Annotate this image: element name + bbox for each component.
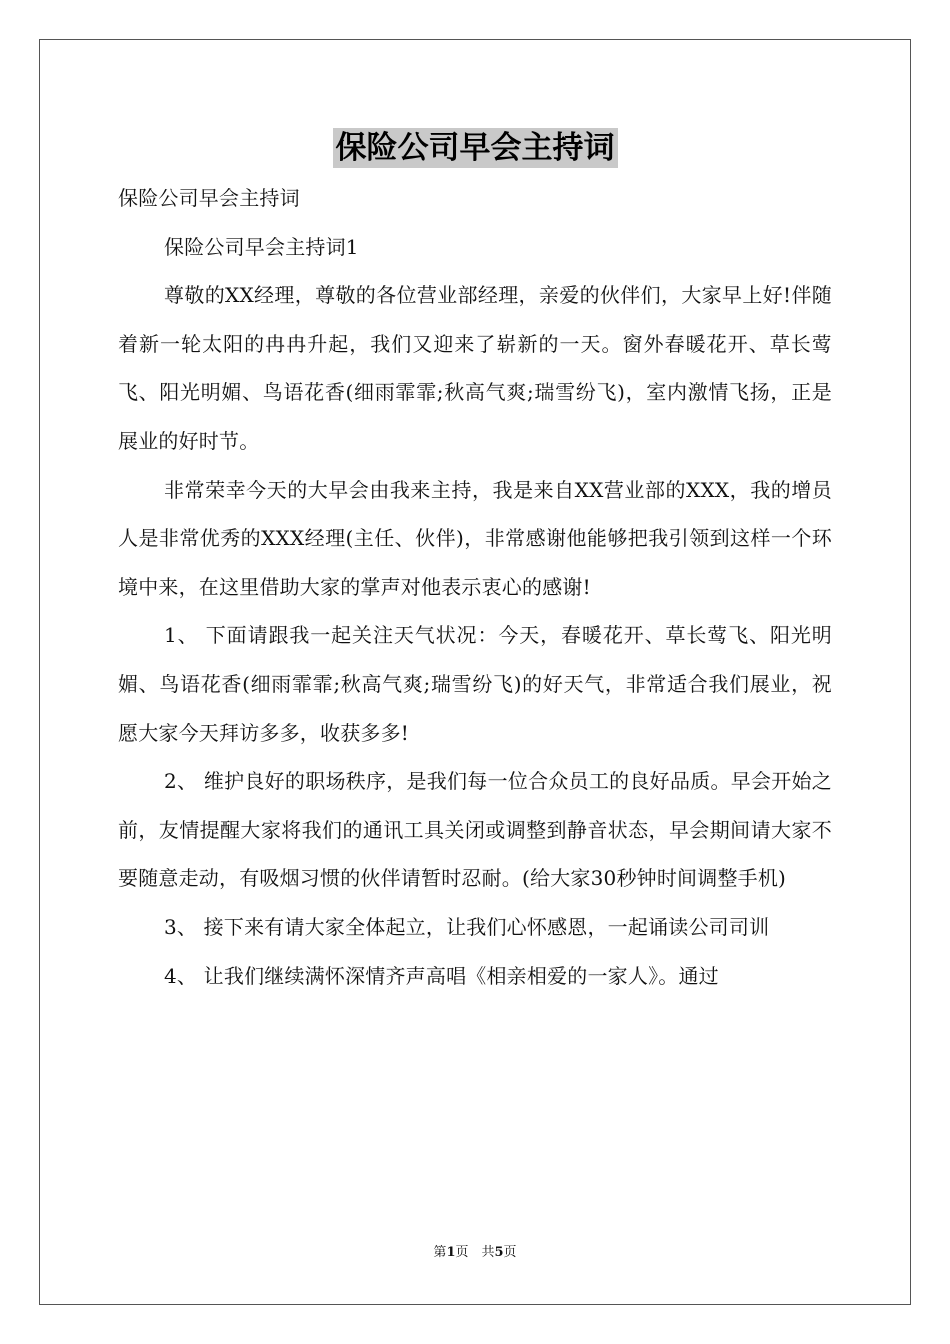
list-item-paragraph: 1、 下面请跟我一起关注天气状况：今天，春暖花开、草长莺飞、阳光明媚、鸟语花香(细雨霏霏;秋高气爽;瑞雪纷飞)的好天气，非常适合我们展业，祝愿大家今天拜访多多，收获多多! [118,623,832,745]
list-item-paragraph: 2、 维护良好的职场秩序，是我们每一位合众员工的良好品质。早会开始之前，友情提醒大家将我们的通讯工具关闭或调整到静音状态，早会期间请大家不要随意走动，有吸烟习惯的伙伴请暂时忍耐。(给大家30秒钟时间调整手机) [118,769,832,891]
subtitle-paragraph: 保险公司早会主持词 [118,186,300,210]
document-title: 保险公司早会主持词 [333,128,618,168]
body-paragraph: 非常荣幸今天的大早会由我来主持，我是来自XX营业部的XXX，我的增员人是非常优秀的XXX经理(主任、伙伴)，非常感谢他能够把我引领到这样一个环境中来，在这里借助大家的掌声对他表示衷心的感谢! [118,477,832,599]
current-page-number: 1 [446,1245,456,1260]
document-body [118,174,832,1000]
footer-suffix: 页 [503,1245,517,1260]
footer-prefix: 第 [433,1245,447,1260]
body-paragraph: 尊敬的XX经理，尊敬的各位营业部经理，亲爱的伙伴们，大家早上好!伴随着新一轮太阳的冉冉升起，我们又迎来了崭新的一天。窗外春暖花开、草长莺飞、阳光明媚、鸟语花香(细雨霏霏;秋高气爽;瑞雪纷飞)，室内激情飞扬，正是展业的好时节。 [118,283,832,453]
title-container [0,128,950,168]
total-page-number: 5 [494,1245,504,1260]
page-footer [0,1244,950,1262]
list-item-paragraph: 4、 让我们继续满怀深情齐声高唱《相亲相爱的一家人》。通过 [164,963,719,988]
section-heading: 保险公司早会主持词1 [164,234,359,259]
footer-middle: 页 共 [455,1245,495,1260]
list-item-paragraph: 3、 接下来有请大家全体起立，让我们心怀感恩，一起诵读公司司训 [164,914,770,939]
